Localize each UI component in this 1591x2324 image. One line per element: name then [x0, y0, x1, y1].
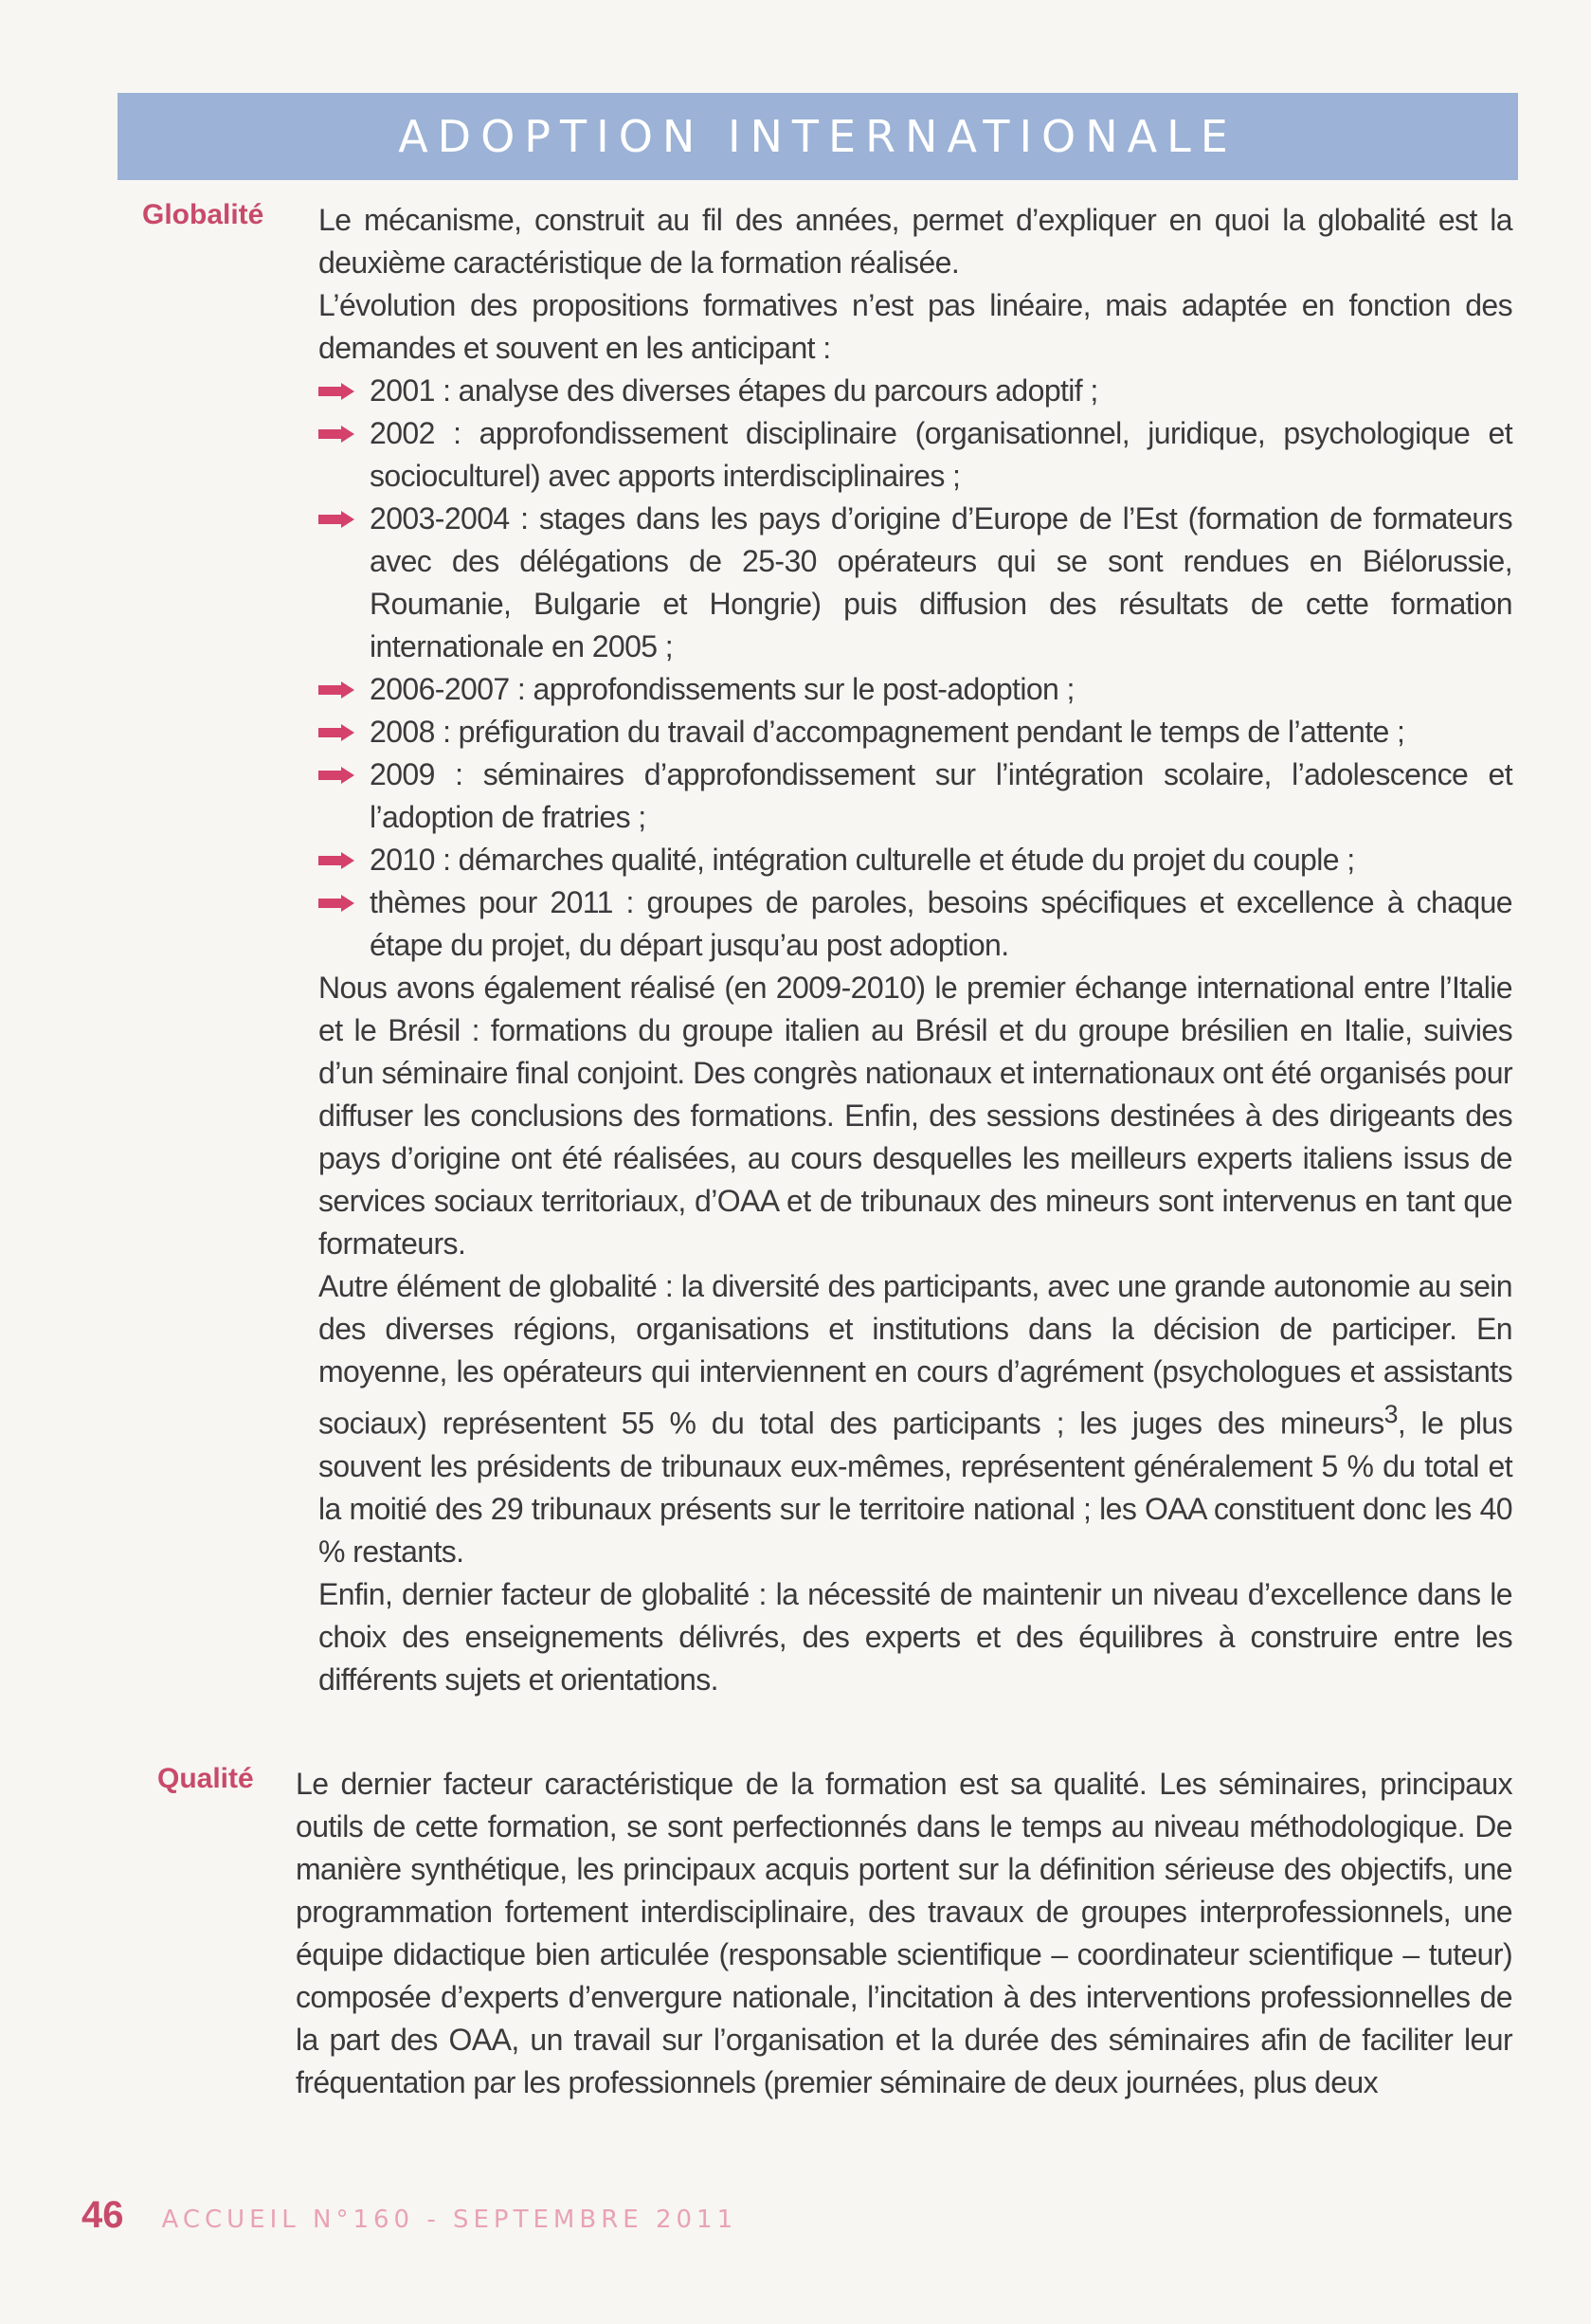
side-label-globalite: Globalité [142, 199, 264, 230]
body-qualite [296, 1763, 1512, 2104]
page-number: 46 [81, 2194, 124, 2236]
footnote-marker: 3 [1383, 1400, 1398, 1428]
arrow-bullet-icon [318, 724, 356, 741]
timeline-list [318, 370, 1512, 967]
magazine-issue: ACCUEIL N°160 - SEPTEMBRE 2011 [161, 2206, 738, 2234]
list-item-text: thèmes pour 2011 : groupes de paroles, besoins spécifiques et excellence à chaque étape du projet, du départ jusqu’au post adoption. [370, 885, 1512, 962]
paragraph: Le mécanisme, construit au fil des années, permet d’expliquer en quoi la globalité est la deuxième caractéristique de la formation réalisée. [318, 203, 1512, 280]
list-item-text: 2006-2007 : approfondissements sur le post-adoption ; [370, 672, 1075, 706]
body-globalite [318, 199, 1512, 1701]
paragraph: L’évolution des propositions formatives n’est pas linéaire, mais adaptée en fonction des demandes et souvent en les anticipant : [318, 288, 1512, 365]
side-label-qualite: Qualité [157, 1763, 254, 1794]
list-item-text: 2003-2004 : stages dans les pays d’origine d’Europe de l’Est (formation de formateurs avec des délégations de 25-30 opérateurs qui se sont rendues en Biélorussie, Roumanie, Bulgarie et Hongrie) puis diffusion des résultats de cette formation internationale en 2005 ; [370, 501, 1512, 663]
paragraph-text: , le plus souvent les présidents de tribunaux eux-mêmes, représentent généralement 5 % du total et la moitié des 29 tribunaux présents sur le territoire national ; les OAA constituent donc les 40 % restants. [318, 1406, 1512, 1569]
arrow-bullet-icon [318, 852, 356, 869]
list-item [318, 839, 1512, 881]
list-item-text: 2010 : démarches qualité, intégration culturelle et étude du projet du couple ; [370, 843, 1355, 877]
list-item [318, 668, 1512, 711]
paragraph: Le dernier facteur caractéristique de la formation est sa qualité. Les séminaires, principaux outils de cette formation, se sont perfectionnés dans le temps au niveau méthodologique. De manière synthétique, les principaux acquis portent sur la définition sérieuse des objectifs, une programmation fortement interdisciplinaire, des travaux de groupes interprofessionnels, une équipe didactique bien articulée (responsable scientifique – coordinateur scientifique – tuteur) composée d’experts d’envergure nationale, l’incitation à des interventions professionnelles de la part des OAA, un travail sur l’organisation et la durée des séminaires afin de faciliter leur fréquentation par les professionnels (premier séminaire de deux journées, plus deux [296, 1767, 1512, 2099]
list-item [318, 498, 1512, 668]
paragraph-text: Autre élément de globalité : la diversité des participants, avec une grande autonomie au sein des diverses régions, organisations et institutions dans la décision de participer. En moyenne, les opérateurs qui interviennent en cours d’agrément (psychologues et assistants sociaux) représentent 55 % du total des participants ; les juges des mineurs [318, 1269, 1512, 1441]
list-item-text: 2002 : approfondissement disciplinaire (organisationnel, juridique, psychologique et socioculturel) avec apports interdisciplinaires ; [370, 416, 1512, 493]
page-footer [81, 2194, 737, 2237]
list-item [318, 711, 1512, 753]
section-title: ADOPTION INTERNATIONALE [398, 111, 1238, 162]
arrow-bullet-icon [318, 511, 356, 528]
paragraph: Nous avons également réalisé (en 2009-2010) le premier échange international entre l’Italie et le Brésil : formations du groupe italien au Brésil et du groupe brésilien en Italie, suivies d’un séminaire final conjoint. Des congrès nationaux et internationaux ont été organisés pour diffuser les conclusions des formations. Enfin, des sessions destinées à des dirigeants des pays d’origine ont été réalisées, au cours desquelles les meilleurs experts italiens issus de services sociaux territoriaux, d’OAA et de tribunaux des mineurs sont intervenus en tant que formateurs. [318, 971, 1512, 1261]
list-item [318, 412, 1512, 498]
arrow-bullet-icon [318, 681, 356, 699]
list-item [318, 753, 1512, 839]
arrow-bullet-icon [318, 383, 356, 400]
list-item-text: 2001 : analyse des diverses étapes du parcours adoptif ; [370, 373, 1098, 408]
arrow-bullet-icon [318, 895, 356, 912]
arrow-bullet-icon [318, 426, 356, 443]
list-item [318, 370, 1512, 412]
paragraph: Enfin, dernier facteur de globalité : la nécessité de maintenir un niveau d’excellence dans le choix des enseignements délivrés, des experts et des équilibres à construire entre les différents sujets et orientations. [318, 1576, 1512, 1697]
header-band [118, 93, 1518, 180]
list-item-text: 2009 : séminaires d’approfondissement sur l’intégration scolaire, l’adolescence et l’adoption de fratries ; [370, 757, 1512, 834]
list-item-text: 2008 : préfiguration du travail d’accompagnement pendant le temps de l’attente ; [370, 715, 1405, 749]
arrow-bullet-icon [318, 767, 356, 784]
list-item [318, 881, 1512, 967]
paragraph [318, 1265, 1512, 1573]
